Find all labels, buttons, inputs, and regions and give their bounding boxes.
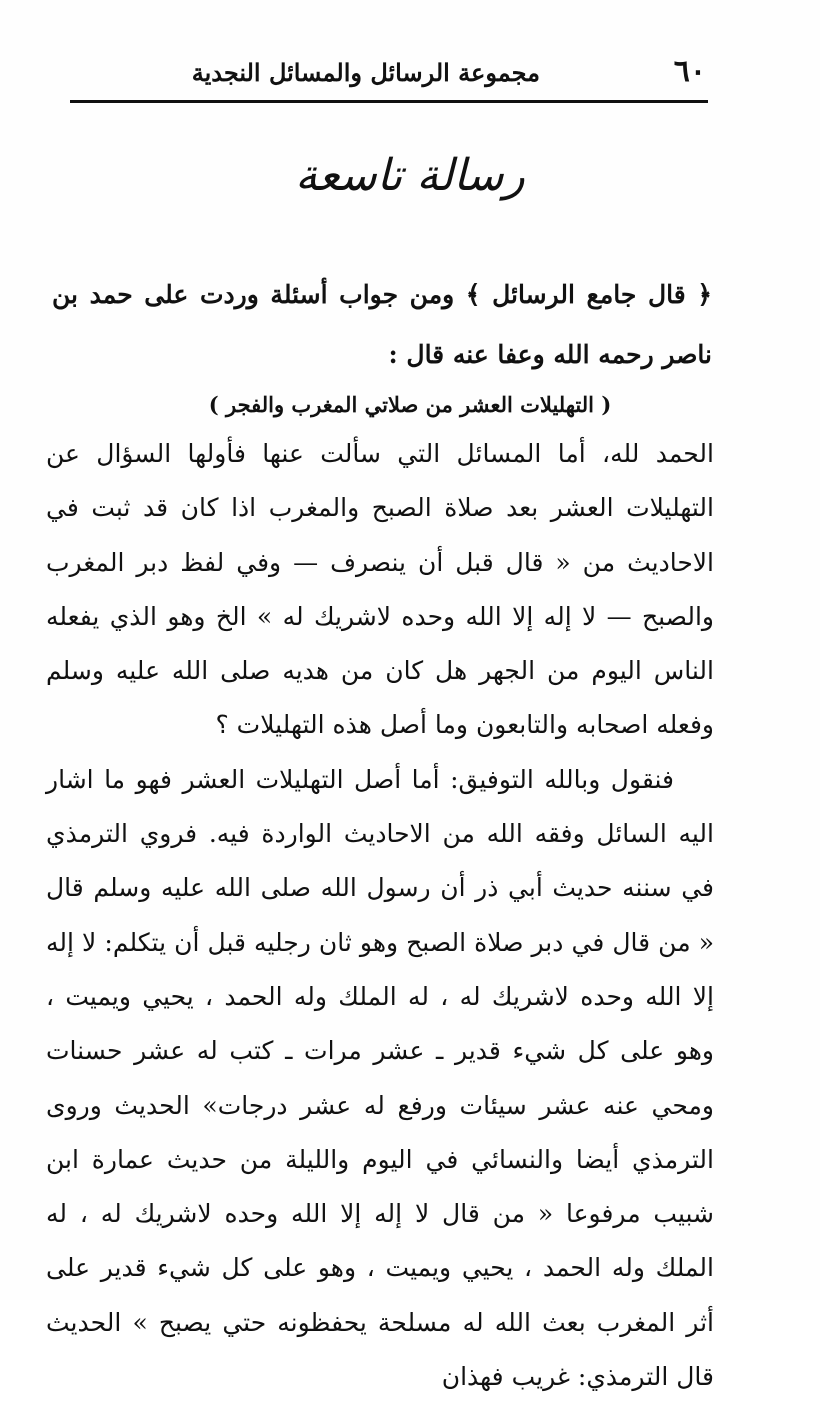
opening-paragraph: ﴿ قال جامع الرسائل ﴾ ومن جواب أسئلة وردت على حمد بن ناصر رحمه الله وعفا عنه قال : (52, 280, 712, 369)
body-text (46, 427, 714, 1404)
book-title: مجموعة الرسائل والمسائل النجدية (191, 58, 540, 87)
running-header (70, 52, 710, 100)
paragraph-answer: فنقول وبالله التوفيق: أما أصل التهليلات العشر فهو ما اشار اليه السائل وفقه الله من الاحاديث الواردة فيه. فروي الترمذي في سننه حديث أبي ذر أن رسول الله صلى الله عليه وسلم قال « من قال في دبر صلاة الصبح وهو ثان رجليه قبل أن يتكلم: لا إله إلا الله وحده لاشريك له ، له الملك وله الحمد ، يحيي ويميت ، وهو على كل شيء قدير ـ عشر مرات ـ كتب له عشر حسنات ومحي عنه عشر سيئات ورفع له عشر درجات» الحديث وروى الترمذي أيضا والنسائي في اليوم والليلة من حديث عمارة ابن شبيب مرفوعا « من قال لا إله إلا الله وحده لاشريك له ، له الملك وله الحمد ، يحيي ويميت ، وهو على كل شيء قدير على أثر المغرب بعث الله له مسلحة يحفظونه حتي يصبح » الحديث قال الترمذي: غريب فهذان (46, 764, 714, 1392)
paragraph-question: الحمد لله، أما المسائل التي سألت عنها فأولها السؤال عن التهليلات العشر بعد صلاة الصبح والمغرب اذا كان قد ثبت في الاحاديث من « قال قبل أن ينصرف — وفي لفظ دبر المغرب والصبح — لا إله إلا الله وحده لاشريك له » الخ وهو الذي يفعله الناس اليوم من الجهر هل كان من هديه صلى الله عليه وسلم وفعله اصحابه والتابعون وما أصل هذه التهليلات ؟ (46, 439, 714, 740)
treatise-title: رسالة تاسعة (295, 150, 525, 201)
header-rule (70, 100, 708, 103)
section-heading: ( التهليلات العشر من صلاتي المغرب والفجر ) (208, 392, 612, 417)
page-number: ٦٠ (673, 54, 706, 89)
